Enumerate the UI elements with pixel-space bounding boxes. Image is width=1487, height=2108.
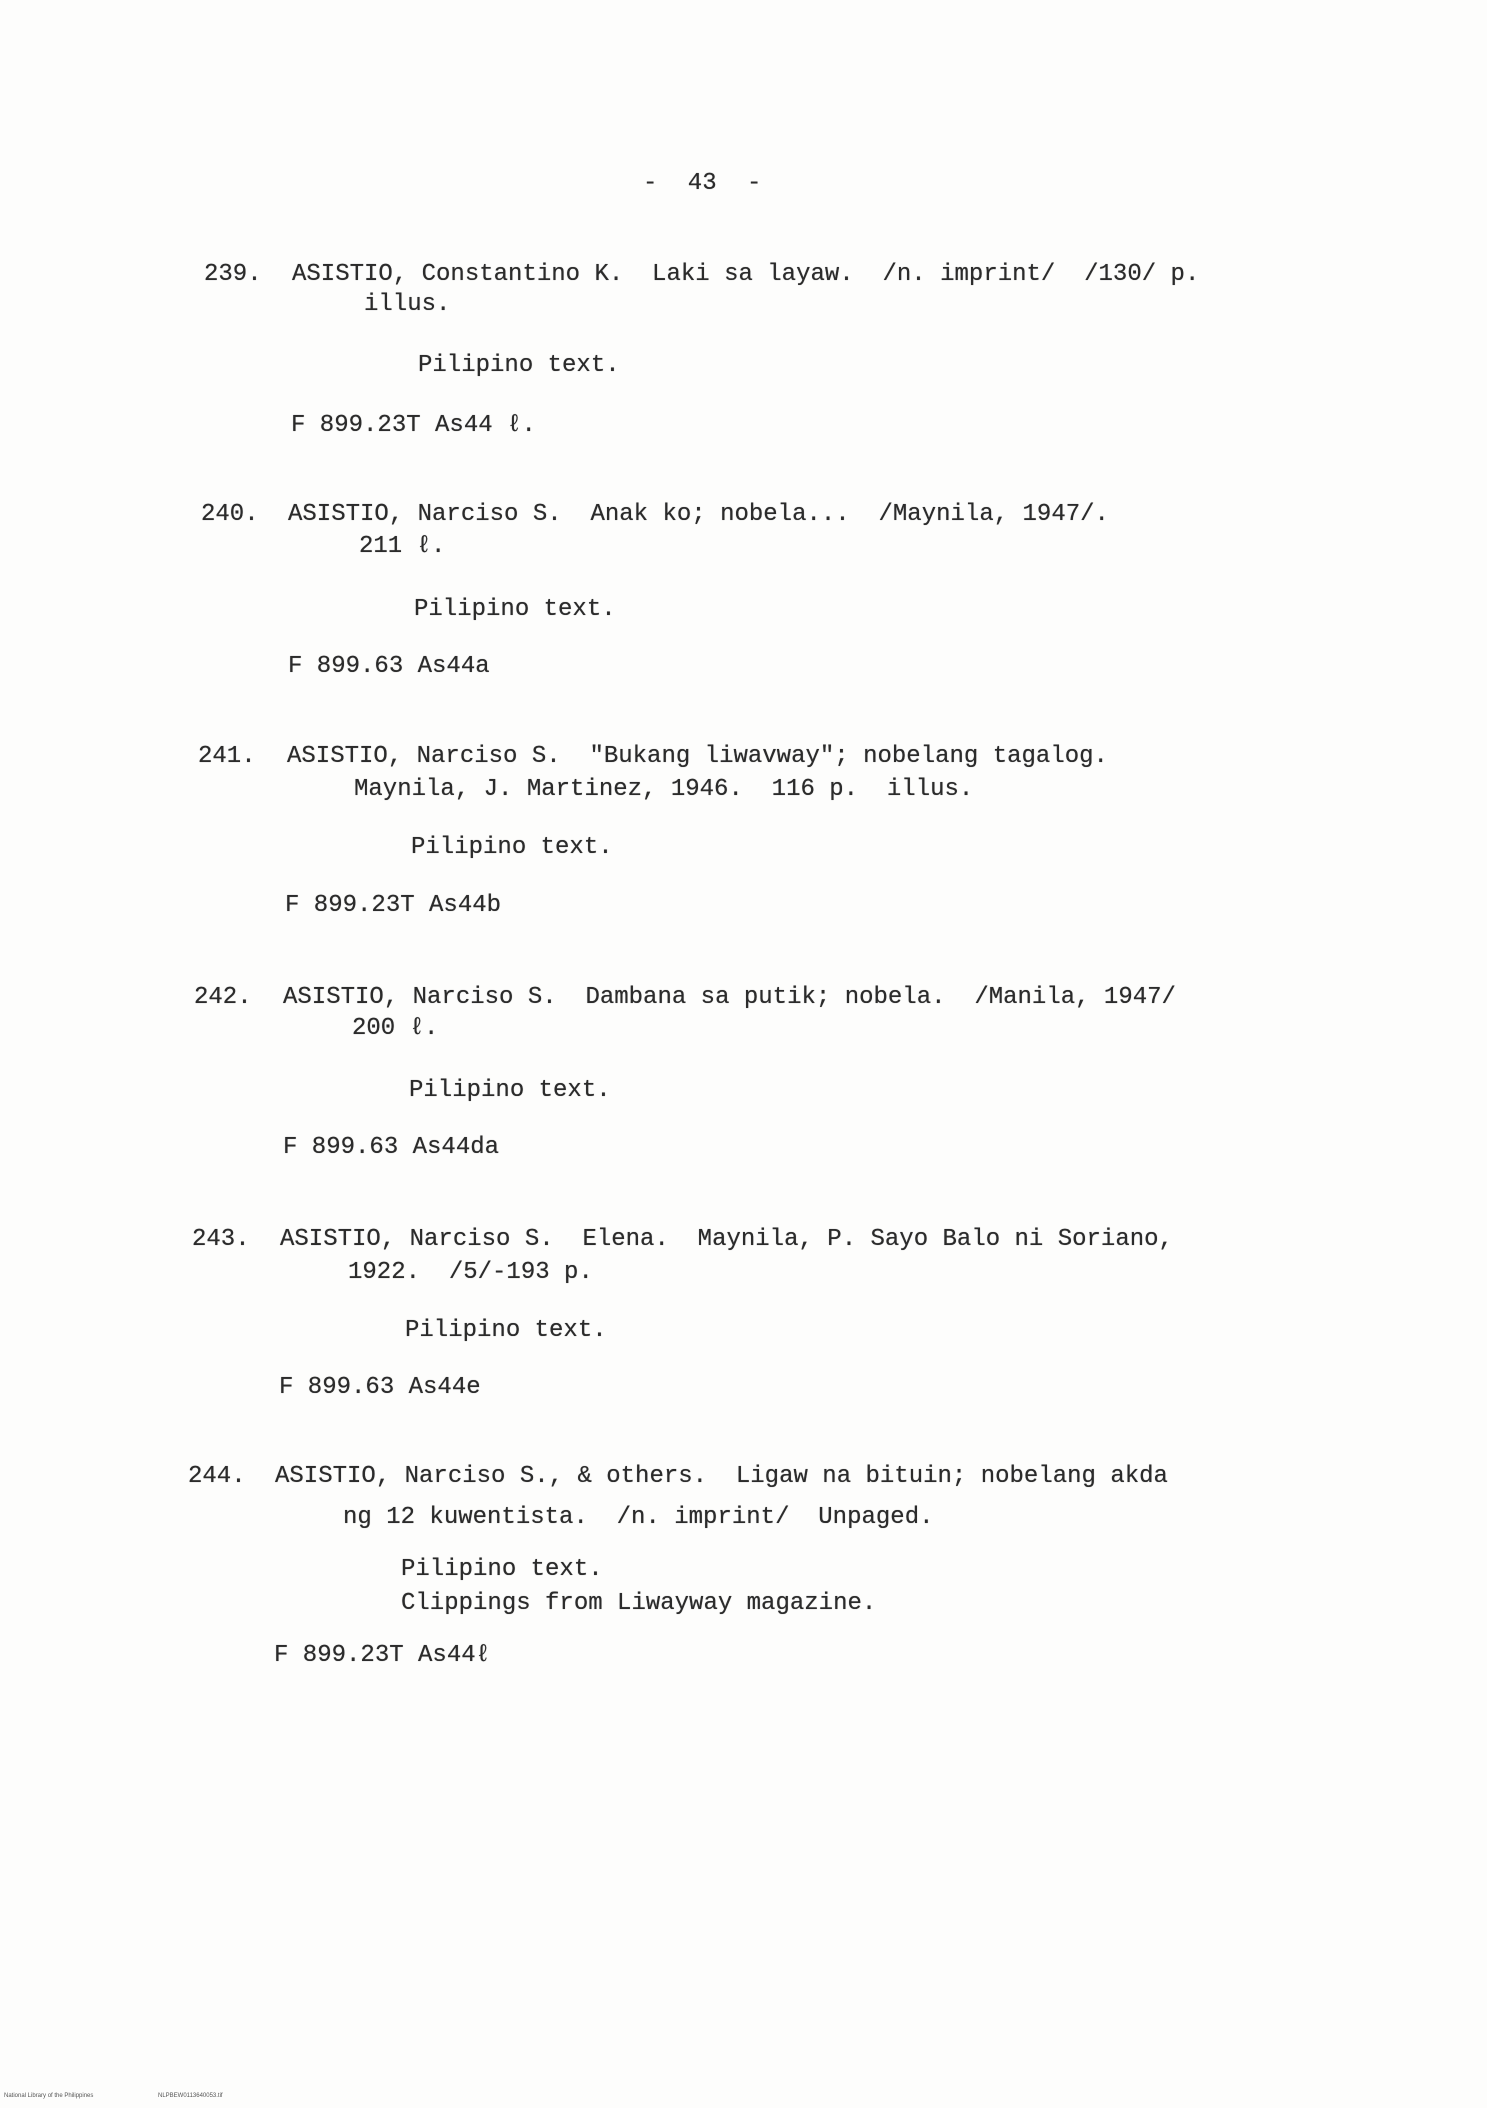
call-number: F 899.63 As44da bbox=[283, 1134, 500, 1161]
entry-note: Clippings from Liwayway magazine. bbox=[401, 1590, 877, 1617]
entry-number: 243. bbox=[192, 1226, 250, 1253]
entry-continuation-line: Maynila, J. Martinez, 1946. 116 p. illus. bbox=[354, 776, 974, 803]
call-number: F 899.63 As44e bbox=[279, 1374, 481, 1401]
entry-note: Pilipino text. bbox=[414, 596, 616, 623]
entry-number: 244. bbox=[188, 1463, 246, 1490]
page-number: - 43 - bbox=[643, 170, 762, 197]
entry-heading-line: ASISTIO, Narciso S. Anak ko; nobela... /Maynila, 1947/. bbox=[288, 501, 1109, 528]
entry-continuation-line: 200 ℓ. bbox=[352, 1015, 439, 1042]
entry-note: Pilipino text. bbox=[401, 1556, 603, 1583]
footer-library-name: National Library of the Philippines bbox=[4, 2093, 94, 2099]
entry-note: Pilipino text. bbox=[411, 834, 613, 861]
call-number: F 899.23T As44b bbox=[285, 892, 502, 919]
entry-number: 242. bbox=[194, 984, 252, 1011]
call-number: F 899.23T As44ℓ bbox=[274, 1642, 491, 1669]
entry-heading-line: ASISTIO, Narciso S. Dambana sa putik; nobela. /Manila, 1947/ bbox=[283, 984, 1176, 1011]
call-number: F 899.63 As44a bbox=[288, 653, 490, 680]
entry-heading-line: ASISTIO, Narciso S., & others. Ligaw na bituin; nobelang akda bbox=[275, 1463, 1168, 1490]
entry-continuation-line: illus. bbox=[364, 291, 451, 318]
entry-heading-line: ASISTIO, Narciso S. Elena. Maynila, P. Sayo Balo ni Soriano, bbox=[280, 1226, 1173, 1253]
entry-number: 239. bbox=[204, 261, 262, 288]
footer-file-name: NLPBEW0113640053.tif bbox=[158, 2093, 223, 2099]
entry-note: Pilipino text. bbox=[418, 352, 620, 379]
entry-number: 240. bbox=[201, 501, 259, 528]
entry-continuation-line: ng 12 kuwentista. /n. imprint/ Unpaged. bbox=[343, 1504, 934, 1531]
entry-continuation-line: 1922. /5/-193 p. bbox=[348, 1259, 593, 1286]
entry-heading-line: ASISTIO, Constantino K. Laki sa layaw. /n. imprint/ /130/ p. bbox=[292, 261, 1200, 288]
entry-note: Pilipino text. bbox=[405, 1317, 607, 1344]
entry-number: 241. bbox=[198, 743, 256, 770]
entry-continuation-line: 211 ℓ. bbox=[359, 533, 446, 560]
entry-note: Pilipino text. bbox=[409, 1077, 611, 1104]
call-number: F 899.23T As44 ℓ. bbox=[291, 412, 536, 439]
entry-heading-line: ASISTIO, Narciso S. "Bukang liwavway"; nobelang tagalog. bbox=[287, 743, 1108, 770]
